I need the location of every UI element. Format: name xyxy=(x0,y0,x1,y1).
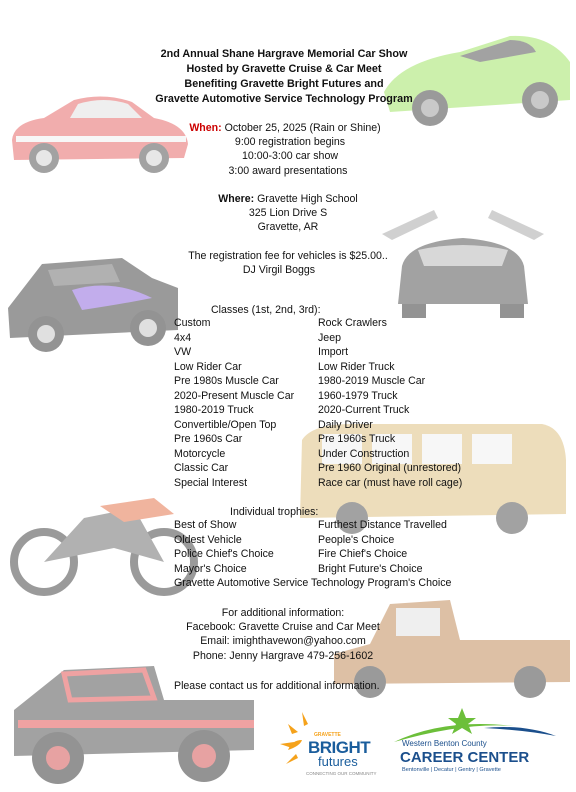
bright-futures-logo xyxy=(278,710,388,782)
dj-name: DJ Virgil Boggs xyxy=(242,264,316,277)
list-item: 4x4 xyxy=(174,331,192,344)
list-item: Low Rider Car xyxy=(174,360,242,373)
list-item: Best of Show xyxy=(174,519,237,531)
when-date-line xyxy=(0,121,576,135)
list-item: Oldest Vehicle xyxy=(174,533,242,546)
list-item: 2020-Present Muscle Car xyxy=(174,389,295,402)
list-item: Pre 1980s Muscle Car xyxy=(174,375,279,387)
bright-tagline: CONNECTING OUR COMMUNITY xyxy=(306,771,377,776)
list-item: 1960-1979 Truck xyxy=(318,389,398,402)
star-swoosh-icon xyxy=(384,704,564,744)
where-line: Gravette, AR xyxy=(257,221,319,234)
when-section xyxy=(0,121,576,178)
list-item: Classic Car xyxy=(174,462,229,474)
list-item: Custom xyxy=(174,317,211,329)
list-item: Daily Driver xyxy=(318,418,373,431)
info-phone: Phone: Jenny Hargrave 479-256-1602 xyxy=(192,649,374,662)
list-item: Import xyxy=(318,346,349,358)
career-line1: Western Benton County xyxy=(402,739,487,748)
bright-small-label: GRAVETTE xyxy=(314,732,341,738)
classes-heading: Classes (1st, 2nd, 3rd): xyxy=(211,304,321,316)
list-item: VW xyxy=(174,346,192,358)
list-item: Fire Chief's Choice xyxy=(318,548,408,560)
list-item: Police Chief's Choice xyxy=(174,548,274,560)
list-item: People's Choice xyxy=(318,533,395,546)
fee-section xyxy=(0,249,576,277)
list-item: Low Rider Truck xyxy=(318,360,395,373)
list-item: Race car (must have roll cage) xyxy=(318,476,463,489)
when-date: October 25, 2025 (Rain or Shine) xyxy=(221,122,381,134)
title-line: Hosted by Gravette Cruise & Car Meet xyxy=(186,63,382,75)
bright-sub-label: futures xyxy=(318,754,358,769)
trophies-heading: Individual trophies: xyxy=(230,506,319,518)
list-item: Pre 1960s Truck xyxy=(318,433,396,445)
info-facebook: Facebook: Gravette Cruise and Car Meet xyxy=(186,621,380,634)
event-title xyxy=(0,47,576,107)
career-center-logo xyxy=(384,704,564,784)
list-item: Mayor's Choice xyxy=(174,562,247,575)
list-item: 1980-2019 Muscle Car xyxy=(318,375,426,387)
title-line: Gravette Automotive Service Technology Program xyxy=(155,93,413,105)
registration-fee: The registration fee for vehicles is $25.00.. xyxy=(188,250,388,262)
career-line2: CAREER CENTER xyxy=(400,749,530,766)
info-heading: For additional information: xyxy=(221,607,345,619)
where-label: Where: xyxy=(218,193,255,205)
list-item: 1980-2019 Truck xyxy=(174,404,254,416)
info-email: Email: imighthavewon@yahoo.com xyxy=(200,635,366,648)
where-place-line xyxy=(0,192,576,206)
list-item: Convertible/Open Top xyxy=(174,418,277,431)
list-item: Rock Crawlers xyxy=(318,317,387,329)
contact-note: Please contact us for additional information. xyxy=(174,680,380,692)
list-item: Furthest Distance Travelled xyxy=(318,519,447,531)
list-item: Under Construction xyxy=(318,447,410,460)
title-line: Benefiting Gravette Bright Futures and xyxy=(184,78,384,90)
bright-main-label: BRIGHT xyxy=(308,738,371,757)
when-line: 10:00-3:00 car show xyxy=(242,150,338,163)
trophy-full-width: Gravette Automotive Service Technology Program's Choice xyxy=(174,577,452,589)
info-section xyxy=(0,606,576,663)
when-label: When: xyxy=(189,122,222,134)
where-line: 325 Lion Drive S xyxy=(248,207,328,220)
list-item: 2020-Current Truck xyxy=(318,404,410,416)
title-line: 2nd Annual Shane Hargrave Memorial Car Show xyxy=(160,48,408,60)
where-place: Gravette High School xyxy=(254,193,358,205)
list-item: Motorcycle xyxy=(174,447,226,460)
career-line3: Bentonville | Decatur | Gentry | Gravette xyxy=(402,767,501,773)
list-item: Bright Future's Choice xyxy=(318,562,423,575)
list-item: Pre 1960s Car xyxy=(174,433,243,445)
list-item: Pre 1960 Original (unrestored) xyxy=(318,462,462,474)
where-section xyxy=(0,192,576,235)
list-item: Special Interest xyxy=(174,476,248,489)
when-line: 3:00 award presentations xyxy=(228,164,348,177)
list-item: Jeep xyxy=(318,331,341,344)
when-line: 9:00 registration begins xyxy=(234,136,346,149)
